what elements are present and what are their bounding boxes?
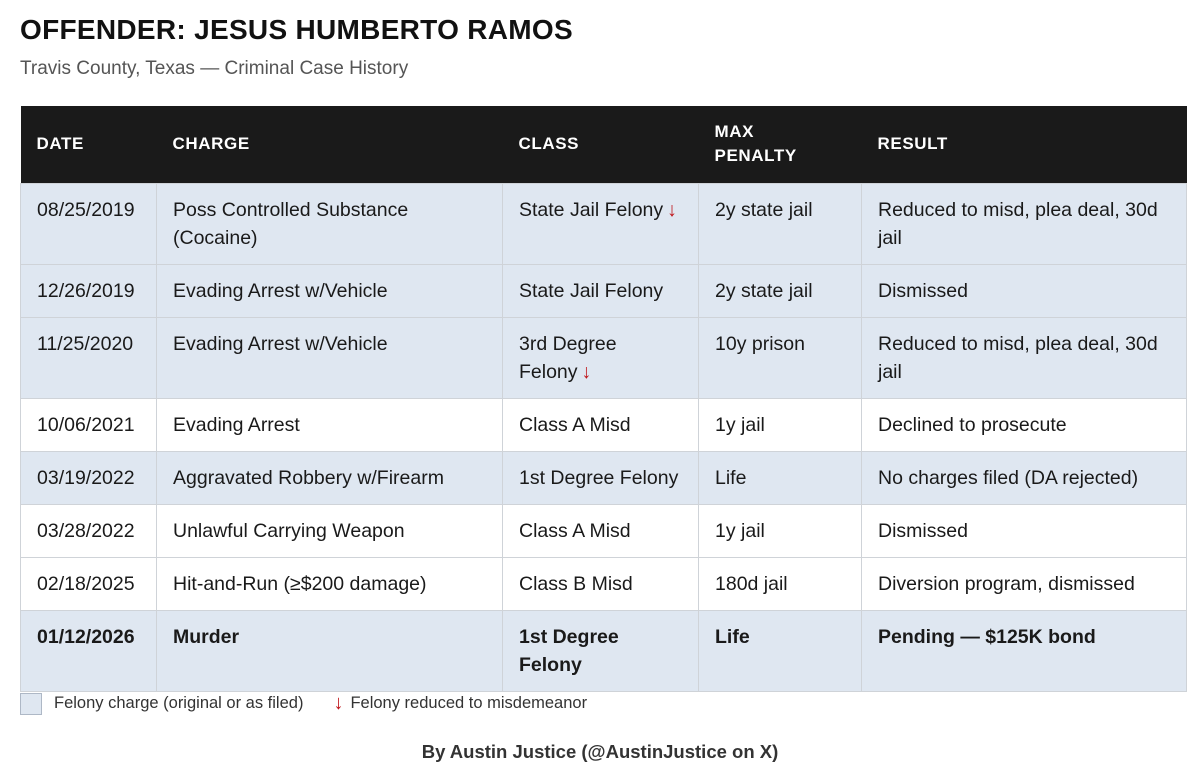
cell-result: Declined to prosecute	[862, 398, 1187, 451]
cell-class	[503, 610, 699, 691]
table-row	[21, 557, 1187, 610]
class-text: Class A Misd	[519, 413, 631, 436]
legend	[20, 692, 587, 715]
cell-penalty: Life	[699, 451, 862, 504]
class-text: 1st Degree Felony	[519, 466, 679, 489]
column-header-max-penalty: MAX PENALTY	[699, 106, 862, 183]
column-header-charge: CHARGE	[157, 106, 503, 183]
cell-penalty: 180d jail	[699, 557, 862, 610]
cell-date: 03/19/2022	[21, 451, 157, 504]
table-row	[21, 610, 1187, 691]
cell-result: Pending — $125K bond	[862, 610, 1187, 691]
table-row	[21, 504, 1187, 557]
table-row	[21, 264, 1187, 317]
cell-class	[503, 451, 699, 504]
table-row	[21, 317, 1187, 398]
class-text: Class B Misd	[519, 572, 633, 595]
cell-date: 12/26/2019	[21, 264, 157, 317]
table-row	[21, 398, 1187, 451]
cell-charge: Unlawful Carrying Weapon	[157, 504, 503, 557]
class-text: State Jail Felony	[519, 279, 664, 302]
cell-penalty: 1y jail	[699, 504, 862, 557]
footer-credit: By Austin Justice (@AustinJustice on X)	[421, 741, 779, 762]
felony-swatch-icon	[20, 693, 42, 715]
cell-class	[503, 183, 699, 264]
reduced-arrow-icon: ↓	[333, 692, 344, 714]
cell-result: No charges filed (DA rejected)	[862, 451, 1187, 504]
column-header-date: DATE	[21, 106, 157, 183]
cell-charge: Evading Arrest w/Vehicle	[157, 317, 503, 398]
cell-date: 11/25/2020	[21, 317, 157, 398]
case-history-table	[20, 106, 1187, 692]
legend-felony-label: Felony charge (original or as filed)	[54, 694, 304, 712]
column-header-result: RESULT	[862, 106, 1187, 183]
cell-date: 02/18/2025	[21, 557, 157, 610]
class-text: State Jail Felony	[519, 198, 664, 221]
cell-result: Dismissed	[862, 504, 1187, 557]
cell-result: Diversion program, dismissed	[862, 557, 1187, 610]
cell-charge: Evading Arrest w/Vehicle	[157, 264, 503, 317]
cell-charge: Aggravated Robbery w/Firearm	[157, 451, 503, 504]
cell-class	[503, 557, 699, 610]
legend-arrow-label: Felony reduced to misdemeanor	[350, 694, 588, 712]
cell-penalty: 2y state jail	[699, 264, 862, 317]
class-text: 1st Degree Felony	[519, 625, 619, 676]
class-text: 3rd Degree Felony	[519, 332, 617, 383]
cell-result: Reduced to misd, plea deal, 30d jail	[862, 183, 1187, 264]
cell-class	[503, 398, 699, 451]
cell-date: 03/28/2022	[21, 504, 157, 557]
cell-result: Dismissed	[862, 264, 1187, 317]
cell-class	[503, 504, 699, 557]
page-subtitle: Travis County, Texas — Criminal Case History	[20, 58, 409, 79]
table-row	[21, 451, 1187, 504]
cell-penalty: 1y jail	[699, 398, 862, 451]
reduced-arrow-icon: ↓	[667, 198, 677, 221]
cell-class	[503, 264, 699, 317]
cell-charge: Evading Arrest	[157, 398, 503, 451]
cell-penalty: Life	[699, 610, 862, 691]
cell-date: 01/12/2026	[21, 610, 157, 691]
table-row	[21, 183, 1187, 264]
page-title: OFFENDER: JESUS HUMBERTO RAMOS	[20, 14, 573, 45]
cell-date: 10/06/2021	[21, 398, 157, 451]
column-header-class: CLASS	[503, 106, 699, 183]
class-text: Class A Misd	[519, 519, 631, 542]
cell-date: 08/25/2019	[21, 183, 157, 264]
cell-class	[503, 317, 699, 398]
reduced-arrow-icon: ↓	[581, 360, 592, 383]
cell-penalty: 2y state jail	[699, 183, 862, 264]
cell-penalty: 10y prison	[699, 317, 862, 398]
cell-charge: Murder	[157, 610, 503, 691]
cell-result: Reduced to misd, plea deal, 30d jail	[862, 317, 1187, 398]
table-header-row	[21, 106, 1187, 183]
cell-charge: Poss Controlled Substance (Cocaine)	[157, 183, 503, 264]
cell-charge: Hit-and-Run (≥$200 damage)	[157, 557, 503, 610]
